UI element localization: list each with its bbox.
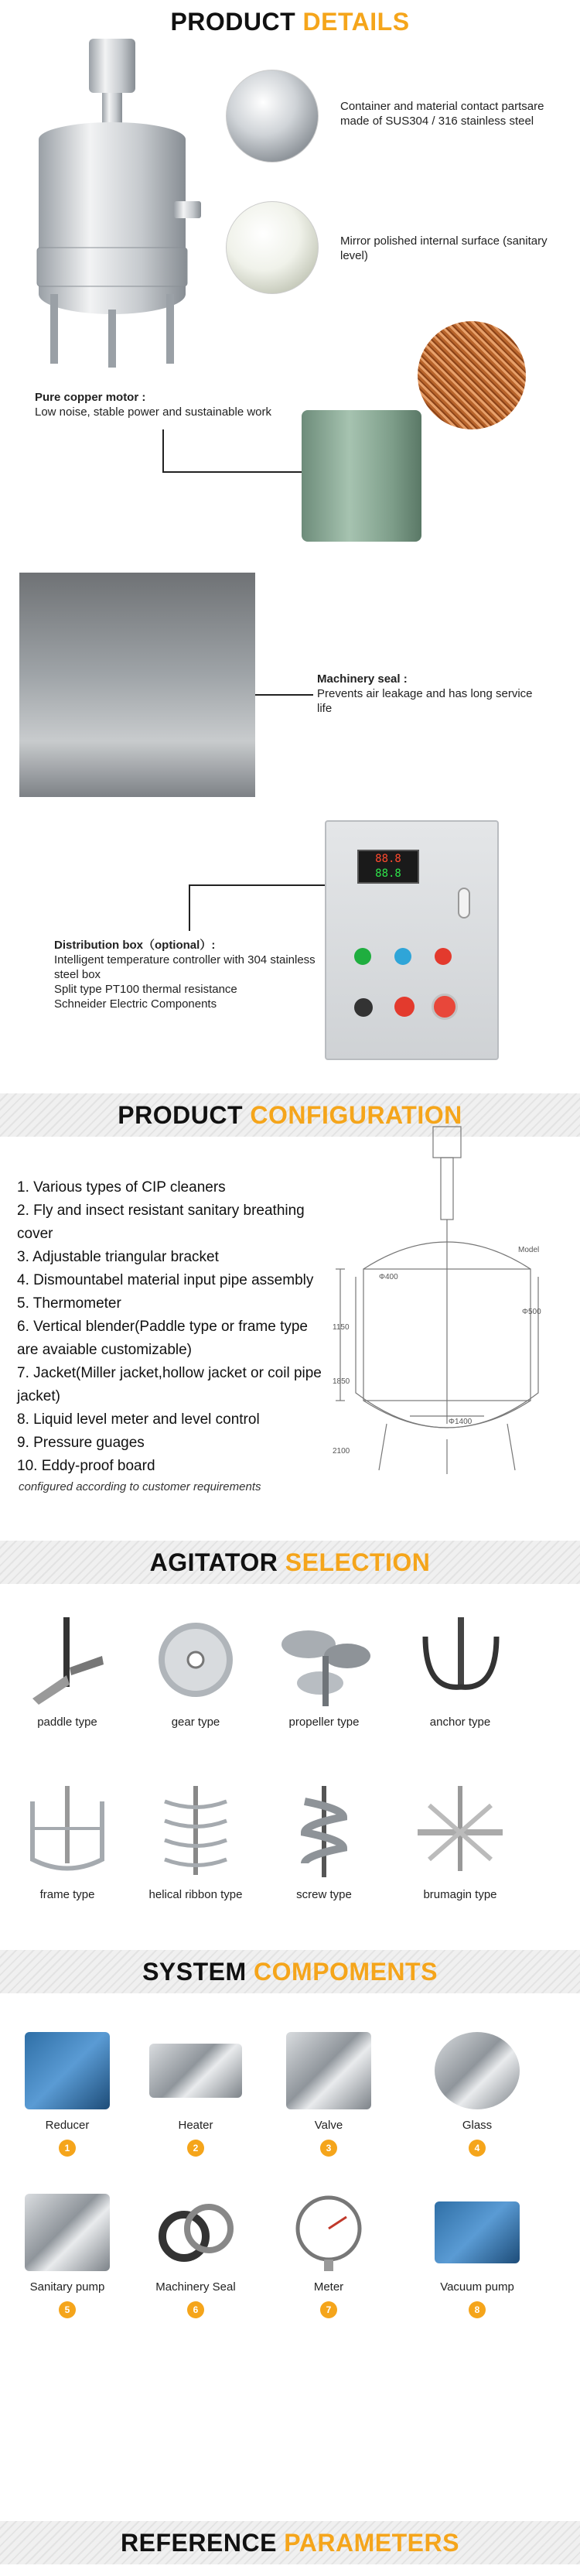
component-valve: Valve 3: [263, 2032, 394, 2157]
glass-icon: [435, 2032, 520, 2109]
emergency-stop-button: [432, 994, 458, 1020]
motor-title: Pure copper motor :: [35, 391, 146, 404]
agitator-heading: AGITATOR SELECTION: [149, 1548, 431, 1576]
component-glass: Glass 4: [411, 2032, 543, 2157]
config-item: 9. Pressure guages: [17, 1435, 145, 1451]
mirror-text: Mirror polished internal surface (sanitary level): [340, 234, 548, 262]
config-item: 4. Dismountabel material input pipe assembly: [17, 1272, 314, 1288]
red-indicator-light: [435, 948, 452, 965]
box-text: Distribution box（optional）: Intelligent temperature controller with 304 stainless steel box Split type PT100 thermal resistance Schneider Electric Components: [54, 939, 316, 1011]
agitator-banner: [0, 1541, 580, 1584]
config-item: 7. Jacket(Miller jacket,hollow jacket or coil pipe jacket): [17, 1365, 322, 1404]
seal-text: Machinery seal : Prevents air leakage and has long service life: [317, 672, 533, 715]
config-item: 1. Various types of CIP cleaners: [17, 1179, 226, 1196]
anchor-agitator-icon: [410, 1613, 510, 1706]
details-heading: PRODUCT DETAILS: [170, 7, 410, 36]
config-item: 6. Vertical blender(Paddle type or frame type are avaiable customizable): [17, 1319, 308, 1358]
gear-agitator-icon: [145, 1613, 246, 1706]
component-reducer: Reducer 1: [2, 2032, 133, 2157]
motor-leader-line: [162, 429, 164, 472]
system-heading: SYSTEM COMPOMENTS: [142, 1957, 438, 1986]
material-text: Container and material contact partsare made of SUS304 / 316 stainless steel: [340, 100, 544, 128]
configuration-list: [17, 1176, 322, 1478]
vacuum-pump-icon: [435, 2201, 520, 2263]
agitator-brumagin: brumagin type: [394, 1786, 526, 1901]
system-banner: [0, 1950, 580, 1993]
helical-ribbon-icon: [145, 1786, 246, 1879]
brumagin-agitator-icon: [410, 1786, 510, 1879]
red-push-button: [394, 997, 415, 1017]
paddle-agitator-icon: [17, 1613, 118, 1706]
green-indicator-light: [354, 948, 371, 965]
component-meter: Meter 7: [263, 2194, 394, 2318]
reference-banner: [0, 2521, 580, 2564]
config-item: 3. Adjustable triangular bracket: [17, 1249, 219, 1265]
blue-indicator-light: [394, 948, 411, 965]
reducer-icon: [25, 2032, 110, 2109]
selector-switch: [354, 998, 373, 1017]
agitator-propeller: propeller type: [258, 1613, 390, 1729]
configuration-note: configured according to customer requirements: [19, 1480, 261, 1493]
config-item: 5. Thermometer: [17, 1295, 121, 1312]
machinery-seal-icon: [153, 2194, 238, 2271]
box-leader-line: [189, 884, 190, 931]
tank-image: [15, 31, 209, 371]
heater-icon: [149, 2044, 242, 2098]
reference-heading: REFERENCE PARAMETERS: [121, 2528, 459, 2557]
copper-wire-image: [418, 321, 526, 429]
agitator-screw: screw type: [258, 1786, 390, 1901]
motor-leader-line-h: [162, 471, 302, 473]
config-item: 2. Fly and insect resistant sanitary breathing cover: [17, 1202, 305, 1242]
config-item: 8. Liquid level meter and level control: [17, 1411, 260, 1428]
agitator-paddle: paddle type: [2, 1613, 133, 1729]
sanitary-pump-icon: [25, 2194, 110, 2271]
configuration-heading: PRODUCT CONFIGURATION: [118, 1100, 462, 1129]
pressure-meter-icon: [286, 2194, 371, 2271]
agitator-anchor: anchor type: [394, 1613, 526, 1729]
valve-icon: [286, 2032, 371, 2109]
temperature-controller-display: 88.8 88.8: [357, 850, 419, 884]
technical-drawing: Φ400 Φ1400 Φ500 1150 1850 2100 Model: [333, 1122, 565, 1478]
copper-motor-image: [302, 410, 421, 542]
distribution-box-image: [325, 820, 499, 1060]
config-item: 10. Eddy-proof board: [17, 1458, 155, 1474]
component-machinery-seal: Machinery Seal 6: [130, 2194, 261, 2318]
screw-agitator-icon: [274, 1786, 374, 1879]
box-lock-handle: [458, 888, 470, 919]
component-heater: Heater 2: [130, 2032, 261, 2157]
machinery-seal-photo: [19, 573, 255, 797]
agitator-gear: gear type: [130, 1613, 261, 1729]
component-vacuum-pump: Vacuum pump 8: [411, 2194, 543, 2318]
propeller-agitator-icon: [274, 1613, 374, 1706]
stainless-steel-disc-image: [226, 70, 319, 162]
component-sanitary-pump: Sanitary pump 5: [2, 2194, 133, 2318]
motor-desc: Low noise, stable power and sustainable work: [35, 405, 272, 419]
agitator-helical-ribbon: helical ribbon type: [130, 1786, 261, 1901]
frame-agitator-icon: [17, 1786, 118, 1879]
mirror-surface-image: [226, 201, 319, 294]
agitator-frame: frame type: [2, 1786, 133, 1901]
box-leader-line-h: [189, 884, 325, 886]
seal-leader-line: [255, 694, 313, 696]
